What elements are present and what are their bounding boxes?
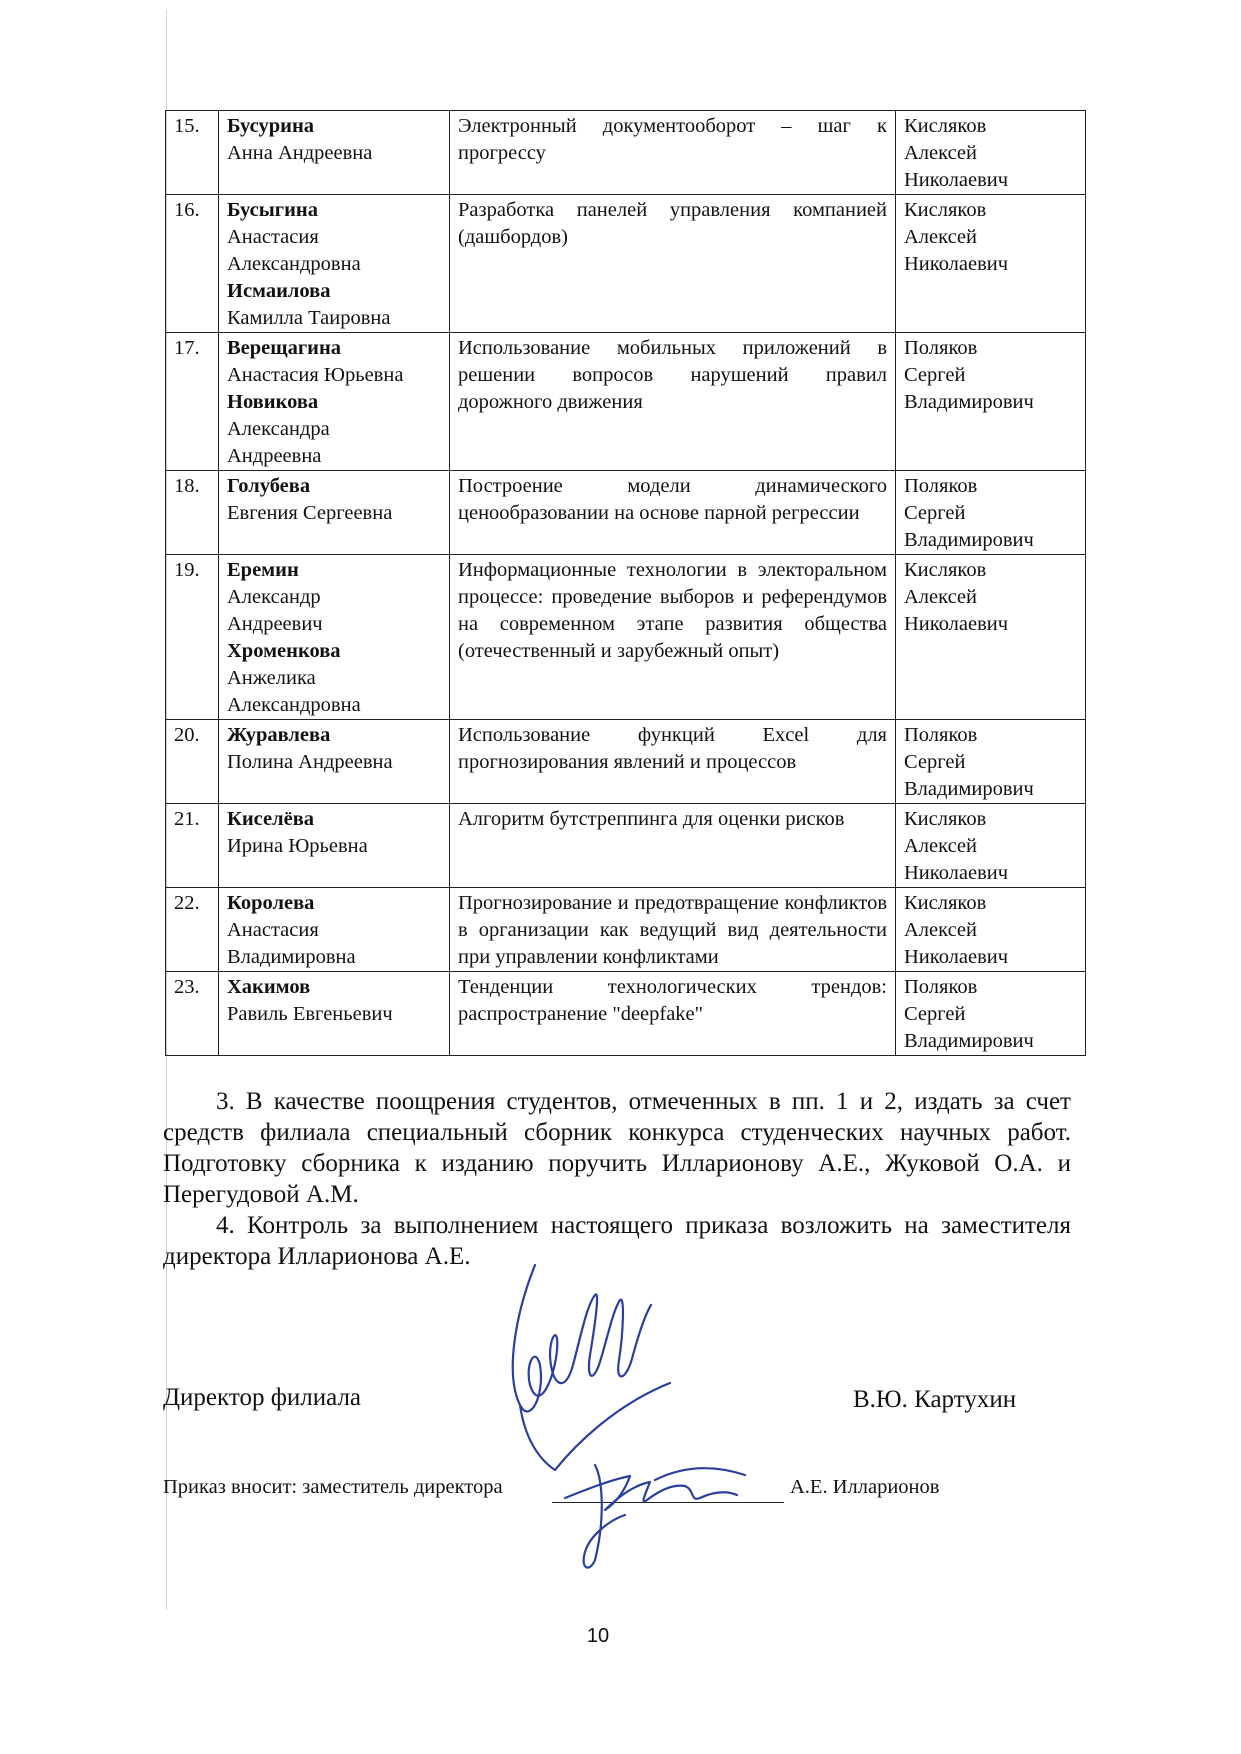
topic-cell: Алгоритм бутстреппинга для оценки рисков [450,804,896,888]
students-cell [219,195,450,333]
row-number: 17. [166,333,219,471]
supervisor-cell [896,111,1086,195]
supervisor-cell [896,471,1086,555]
student-given-name: Анна Андреевна [227,142,373,164]
students-cell [219,888,450,972]
supervisor-name-part: Кисляков [904,892,987,914]
student-given-name: Анжелика [227,667,316,689]
topic-cell: Использование функций Excel для прогнозирования явлений и процессов [450,720,896,804]
supervisor-cell [896,972,1086,1056]
supervisor-name-part: Поляков [904,724,978,746]
table-row [166,333,1086,471]
student-surname: Киселёва [227,808,315,830]
supervisor-name-part: Владимирович [904,529,1034,551]
topic-cell: Разработка панелей управления компанией (дашбордов) [450,195,896,333]
table-row [166,972,1086,1056]
students-cell [219,111,450,195]
supervisor-name-part: Владимирович [904,391,1034,413]
students-cell [219,804,450,888]
student-surname: Исмаилова [227,280,331,302]
supervisor-name-part: Алексей [904,586,978,608]
supervisor-name-part: Алексей [904,919,978,941]
works-table-body [166,111,1086,1056]
table-row [166,804,1086,888]
supervisor-name-part: Владимирович [904,778,1034,800]
supervisor-name-part: Сергей [904,502,966,524]
paragraph-4: 4. Контроль за выполнением настоящего приказа возложить на заместителя директора Илларионова А.Е. [163,1212,1071,1270]
table-row [166,471,1086,555]
student-given-name: Александр [227,586,321,608]
student-given-name: Александровна [227,694,361,716]
student-given-name: Анастасия [227,919,319,941]
supervisor-name-part: Сергей [904,364,966,386]
students-cell [219,333,450,471]
prikaz-name: А.Е. Илларионов [790,1476,940,1498]
student-surname: Королева [227,892,315,914]
row-number: 20. [166,720,219,804]
supervisor-name-part: Николаевич [904,253,1009,275]
student-given-name: Ирина Юрьевна [227,835,368,857]
table-row [166,111,1086,195]
supervisor-name-part: Алексей [904,142,978,164]
supervisor-name-part: Кисляков [904,199,987,221]
deputy-signature [555,1440,785,1580]
student-given-name: Андреевна [227,445,322,467]
supervisor-name-part: Поляков [904,337,978,359]
topic-cell: Использование мобильных приложений в решении вопросов нарушений правил дорожного движения [450,333,896,471]
student-given-name: Анастасия [227,226,319,248]
topic-cell: Прогнозирование и предотвращение конфликтов в организации как ведущий вид деятельности при управлении конфликтами [450,888,896,972]
supervisor-cell [896,804,1086,888]
supervisor-name-part: Николаевич [904,862,1009,884]
row-number: 15. [166,111,219,195]
students-cell [219,555,450,720]
supervisor-cell [896,555,1086,720]
student-given-name: Владимировна [227,946,356,968]
topic-cell: Построение модели динамического ценообразовании на основе парной регрессии [450,471,896,555]
supervisor-name-part: Сергей [904,1003,966,1025]
row-number: 19. [166,555,219,720]
supervisor-name-part: Алексей [904,835,978,857]
topic-cell: Электронный документооборот – шаг к прогрессу [450,111,896,195]
table-row [166,555,1086,720]
student-given-name: Евгения Сергеевна [227,502,393,524]
student-given-name: Андреевич [227,613,323,635]
director-name: В.Ю. Картухин [853,1386,1017,1413]
prikaz-label: Приказ вносит: заместитель директора [163,1476,503,1498]
student-surname: Бусыгина [227,199,318,221]
student-surname: Хроменкова [227,640,341,662]
student-surname: Журавлева [227,724,331,746]
table-row [166,888,1086,972]
student-given-name: Анастасия Юрьевна [227,364,404,386]
row-number: 22. [166,888,219,972]
students-cell [219,972,450,1056]
supervisor-name-part: Сергей [904,751,966,773]
director-title: Директор филиала [163,1384,362,1411]
supervisor-cell [896,333,1086,471]
works-table [165,110,1086,1056]
student-surname: Бусурина [227,115,315,137]
row-number: 16. [166,195,219,333]
student-surname: Новикова [227,391,319,413]
row-number: 18. [166,471,219,555]
supervisor-name-part: Кисляков [904,559,987,581]
topic-cell: Тенденции технологических трендов: распространение "deepfake" [450,972,896,1056]
page-number: 10 [586,1625,610,1647]
student-given-name: Камилла Таировна [227,307,391,329]
students-cell [219,471,450,555]
supervisor-name-part: Кисляков [904,808,987,830]
student-surname: Еремин [227,559,299,581]
supervisor-cell [896,195,1086,333]
student-given-name: Равиль Евгеньевич [227,1003,393,1025]
supervisor-name-part: Алексей [904,226,978,248]
row-number: 21. [166,804,219,888]
topic-cell: Информационные технологии в электоральном процессе: проведение выборов и референдумов на современном этапе развития общества (отечественный и зарубежный опыт) [450,555,896,720]
student-surname: Верещагина [227,337,342,359]
student-surname: Голубева [227,475,311,497]
student-surname: Хакимов [227,976,311,998]
supervisor-cell [896,888,1086,972]
students-cell [219,720,450,804]
row-number: 23. [166,972,219,1056]
table-row [166,195,1086,333]
student-given-name: Полина Андреевна [227,751,393,773]
supervisor-name-part: Николаевич [904,946,1009,968]
supervisor-cell [896,720,1086,804]
table-row [166,720,1086,804]
supervisor-name-part: Кисляков [904,115,987,137]
supervisor-name-part: Поляков [904,475,978,497]
supervisor-name-part: Николаевич [904,169,1009,191]
supervisor-name-part: Николаевич [904,613,1009,635]
paragraph-3: 3. В качестве поощрения студентов, отмеченных в пп. 1 и 2, издать за счет средств филиала специальный сборник конкурса студенческих научных работ. Подготовку сборника к изданию поручить Илларионову А.Е., Жуковой О.А. и Перегудовой А.М. [163,1088,1071,1208]
supervisor-name-part: Владимирович [904,1030,1034,1052]
student-given-name: Александра [227,418,330,440]
supervisor-name-part: Поляков [904,976,978,998]
student-given-name: Александровна [227,253,361,275]
